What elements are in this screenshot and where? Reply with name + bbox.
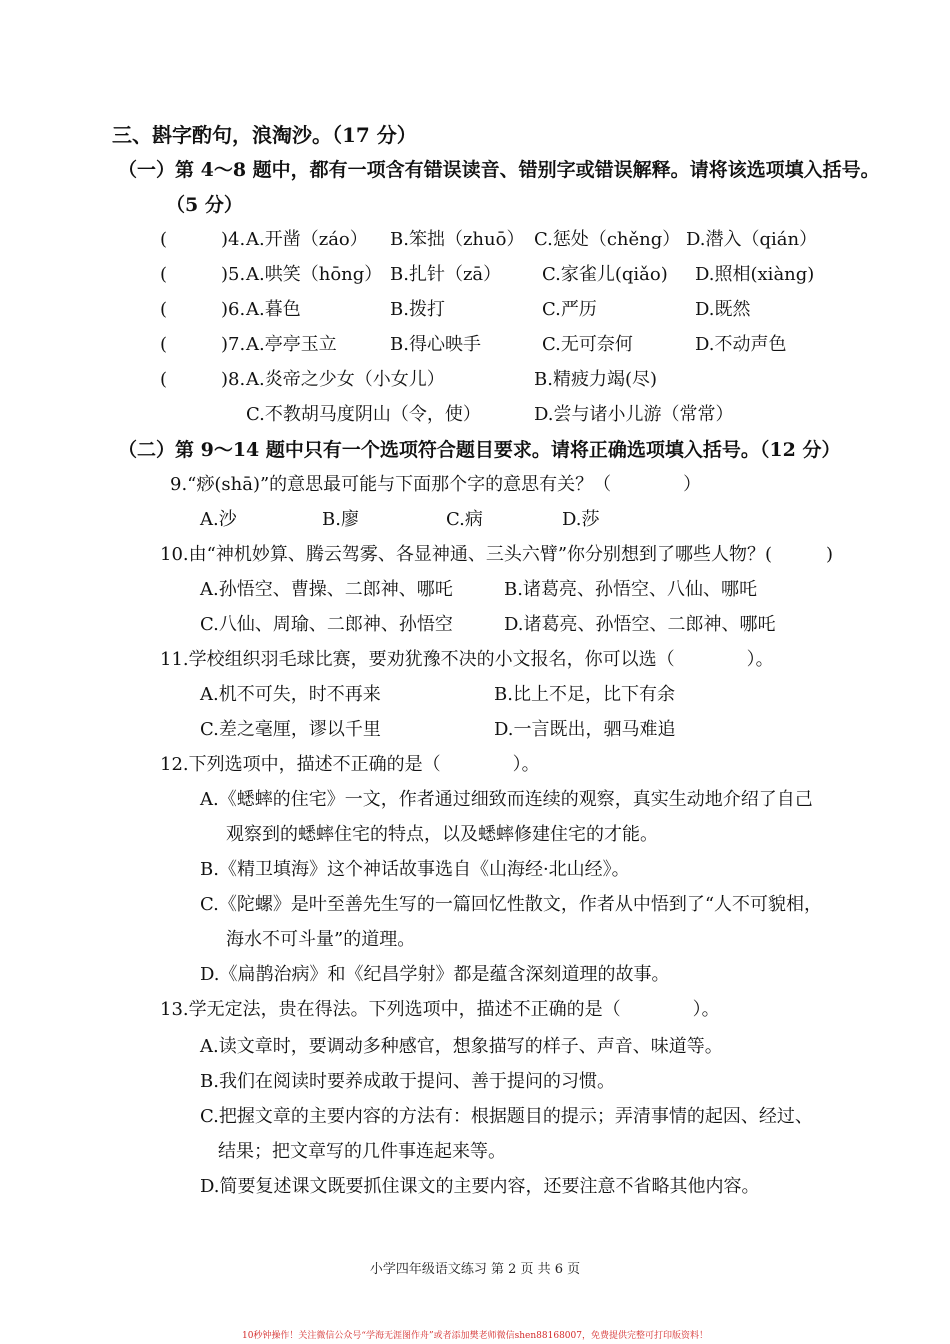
q10-stem: 10.由“神机妙算、腾云驾雾、各显神通、三头六臂”你分别想到了哪些人物？( ) (160, 544, 834, 565)
q7-option-a: A.亭亭玉立 (246, 334, 337, 355)
q4-option-b: B.笨拙（zhuō） (390, 229, 525, 250)
q8-option-a: A.炎帝之少女（小女儿） (246, 369, 445, 390)
q9-option-c: C.病 (446, 509, 483, 530)
page-footer: 小学四年级语文练习 第 2 页 共 6 页 (369, 1262, 581, 1277)
q11-option-a: A.机不可失，时不再来 (200, 684, 381, 705)
q8-option-d: D.尝与诸小儿游（常常） (534, 404, 734, 425)
q13-option-a: A.读文章时，要调动多种感官，想象描写的样子、声音、味道等。 (200, 1036, 723, 1057)
q9-stem: 9.“痧(shā)”的意思最可能与下面那个字的意思有关？（ ） (170, 474, 702, 495)
q4-option-a: A.开凿（záo） (246, 229, 368, 250)
promo-banner: 10秒钟操作！关注微信公众号“学海无涯图作舟”或者添加樊老师微信shen88168007，免费提供完整可打印版资料！ (241, 1331, 708, 1341)
q8-option-b: B.精疲力竭(尽) (534, 369, 657, 390)
q8-option-c: C.不教胡马度阴山（令，使） (246, 404, 481, 425)
q5-option-a: A.哄笑（hōng） (246, 264, 383, 285)
q12-option-d: D.《扁鹊治病》和《纪昌学射》都是蕴含深刻道理的故事。 (200, 964, 670, 985)
q7-stem: ( )7. (160, 334, 246, 355)
q9-option-a: A.沙 (200, 509, 237, 530)
q11-option-b: B.比上不足，比下有余 (494, 684, 675, 705)
q12-stem: 12.下列选项中，描述不正确的是（ ）。 (160, 754, 540, 775)
q6-option-d: D.既然 (695, 299, 751, 320)
q12-option-c: C.《陀螺》是叶至善先生写的一篇回忆性散文，作者从中悟到了“人不可貌相， (200, 894, 823, 915)
q4-option-c: C.惩处（chěng） (534, 229, 681, 250)
q7-option-d: D.不动声色 (695, 334, 787, 355)
q4-stem: ( )4. (160, 229, 246, 250)
q6-option-c: C.严历 (542, 299, 597, 320)
q9-option-d: D.莎 (562, 509, 600, 530)
q9-option-b: B.廖 (322, 509, 359, 530)
q11-stem: 11.学校组织羽毛球比赛，要劝犹豫不决的小文报名，你可以选（ ）。 (160, 649, 774, 670)
q7-option-b: B.得心映手 (390, 334, 481, 355)
q6-option-b: B.拨打 (390, 299, 445, 320)
q12-option-a: A.《蟋蟀的住宅》一文，作者通过细致而连续的观察，真实生动地介绍了自己 (200, 789, 813, 810)
q11-option-c: C.差之毫厘，谬以千里 (200, 719, 381, 740)
part1-points: （5 分） (166, 194, 243, 216)
q5-option-b: B.扎针（zā） (390, 264, 502, 285)
q13-option-d: D.简要复述课文既要抓住课文的主要内容，还要注意不省略其他内容。 (200, 1176, 760, 1197)
section-title: 三、斟字酌句，浪淘沙。（17 分） (112, 123, 417, 147)
q6-stem: ( )6. (160, 299, 246, 320)
part2-header: （二）第 9～14 题中只有一个选项符合题目要求。请将正确选项填入括号。（12 分） (118, 439, 841, 461)
q5-option-c: C.家雀儿(qiǎo) (542, 264, 668, 285)
q10-option-b: B.诸葛亮、孙悟空、八仙、哪吒 (504, 579, 757, 600)
q7-option-c: C.无可奈何 (542, 334, 633, 355)
q13-stem: 13.学无定法，贵在得法。下列选项中，描述不正确的是（ ）。 (160, 999, 720, 1020)
q5-option-d: D.照相(xiàng) (695, 264, 815, 285)
part1-header: （一）第 4～8 题中，都有一项含有错误读音、错别字或错误解释。请将该选项填入括号。 (118, 159, 880, 181)
q10-option-d: D.诸葛亮、孙悟空、二郎神、哪吒 (504, 614, 776, 635)
q11-option-d: D.一言既出，驷马难追 (494, 719, 676, 740)
q5-stem: ( )5. (160, 264, 246, 285)
q6-option-a: A.暮色 (246, 299, 301, 320)
q12-option-a-cont: 观察到的蟋蟀住宅的特点，以及蟋蟀修建住宅的才能。 (226, 824, 658, 845)
q13-option-b: B.我们在阅读时要养成敢于提问、善于提问的习惯。 (200, 1071, 615, 1092)
q10-option-c: C.八仙、周瑜、二郎神、孙悟空 (200, 614, 453, 635)
q12-option-c-cont: 海水不可斗量”的道理。 (226, 929, 416, 950)
q13-option-c-cont: 结果；把文章写的几件事连起来等。 (218, 1141, 506, 1162)
q4-option-d: D.潜入（qián） (686, 229, 818, 250)
q13-option-c: C.把握文章的主要内容的方法有：根据题目的提示；弄清事情的起因、经过、 (200, 1106, 813, 1127)
q10-option-a: A.孙悟空、曹操、二郎神、哪吒 (200, 579, 453, 600)
q8-stem: ( )8. (160, 369, 246, 390)
q12-option-b: B.《精卫填海》这个神话故事选自《山海经·北山经》。 (200, 859, 630, 880)
